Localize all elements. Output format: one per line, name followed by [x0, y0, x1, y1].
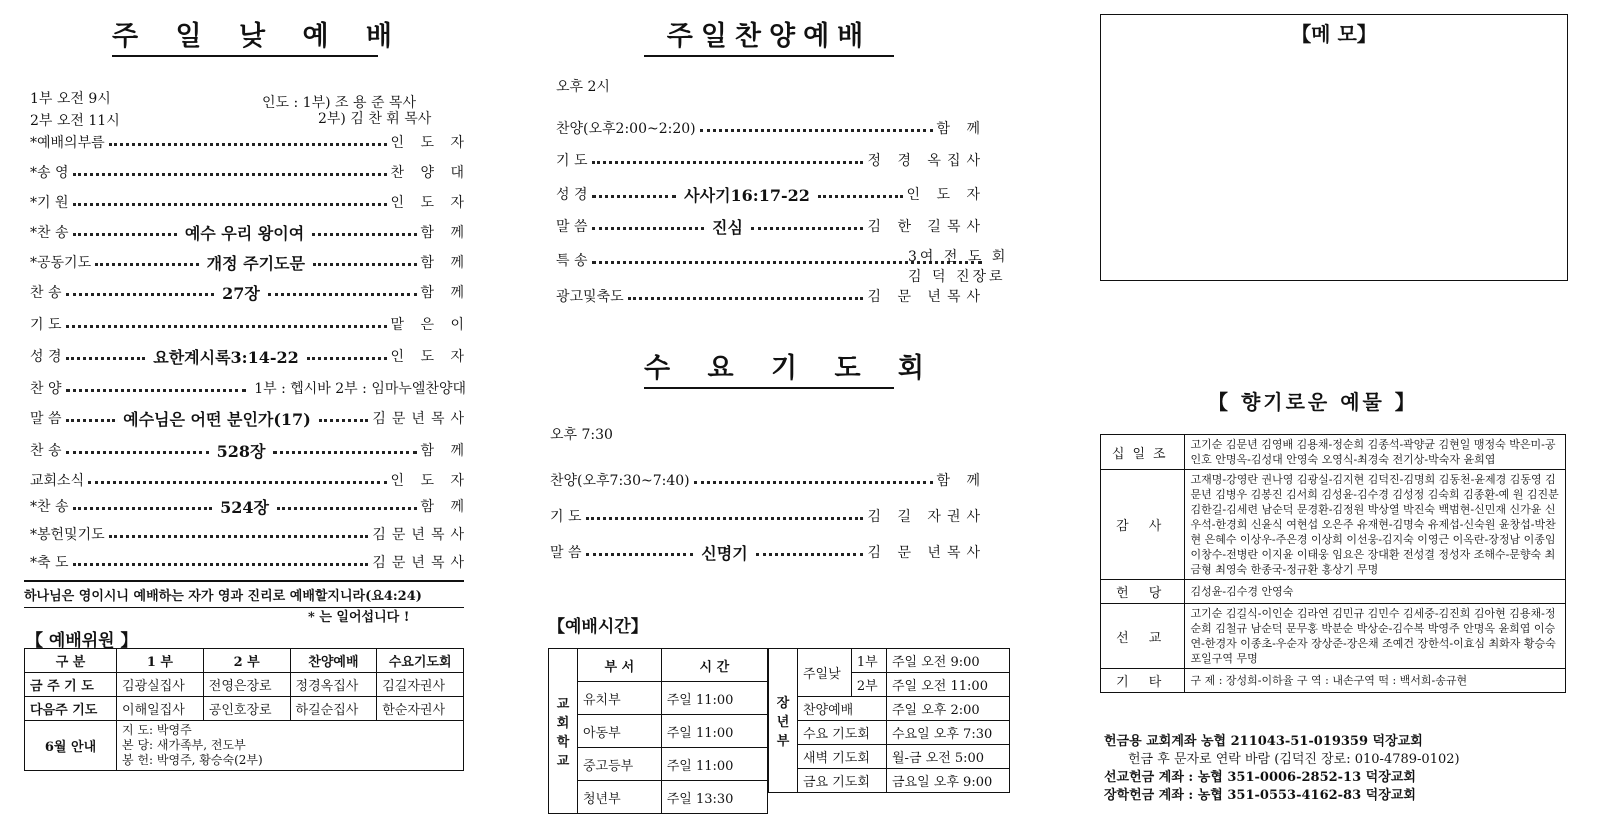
- order-label: *예배의부름: [30, 135, 105, 151]
- leader-dots: [66, 419, 116, 422]
- adult-time: 주일 오전 11:00: [887, 673, 1010, 697]
- memo-box: [1100, 14, 1568, 281]
- committee-cell: 전영은장로: [203, 673, 290, 697]
- committee-header: 수요기도회: [377, 649, 464, 673]
- order-row: [556, 150, 986, 170]
- gift-names: 김성윤-김수경 안영숙: [1185, 580, 1566, 604]
- school-header: 시 간: [661, 649, 767, 682]
- order-leader: 김 문 년목사: [867, 545, 986, 561]
- adult-part: 2부: [851, 673, 886, 697]
- order-label: 성 경: [556, 187, 588, 203]
- committee-cell: 공인호장로: [203, 697, 290, 721]
- order-label: 광고및축도: [556, 289, 624, 305]
- order-leader: 함 께: [420, 499, 471, 515]
- order-leader: 김문년목사: [372, 555, 470, 571]
- order-content: 1부 : 헵시바 2부 : 임마누엘찬양대: [254, 381, 466, 397]
- committee-cell: 김광실집사: [117, 673, 204, 697]
- gift-table: [1100, 434, 1566, 693]
- june-label: 6월 안내: [25, 721, 117, 771]
- order-leader: 김 길 자권사: [867, 509, 986, 525]
- standing-note: * 는 일어섭니다 !: [308, 610, 410, 625]
- committee-cell: 김길자권사: [377, 673, 464, 697]
- order-content: 진심: [712, 217, 743, 237]
- committee-table: [24, 648, 464, 771]
- leader-dots: [756, 553, 864, 556]
- special-song-2: 김 덕 진장로: [908, 269, 1006, 285]
- order-row: [556, 286, 986, 306]
- special-song-1: 3여 전 도 회: [908, 249, 1009, 265]
- leader-dots: [66, 293, 215, 296]
- order-row: [30, 222, 470, 242]
- order-row: [556, 118, 986, 138]
- order-leader: 인 도 자: [390, 135, 470, 151]
- order-label: 찬 양: [30, 381, 62, 397]
- committee-cell: 다음주 기도: [25, 697, 117, 721]
- order-row: [30, 552, 470, 572]
- leader-dots: [268, 293, 417, 296]
- school-time: 주일 13:30: [661, 781, 767, 814]
- leader-line-1: 인도 : 1부) 조 용 준 목사: [262, 95, 416, 111]
- order-row: [30, 162, 470, 182]
- order-leader: 함 께: [936, 121, 986, 137]
- order-label: 기 도: [550, 509, 582, 525]
- account-note: 헌금 후 문자로 연락 바람 (김덕진 장로: 010-4789-0102): [1128, 752, 1460, 767]
- order-content: 신명기: [701, 543, 748, 563]
- memo-title: 【메 모】: [1291, 22, 1377, 46]
- order-label: *송 영: [30, 165, 69, 181]
- order-label: 찬양(오후2:00~2:20): [556, 121, 696, 137]
- committee-cell: 정경옥집사: [290, 673, 377, 697]
- order-row: [30, 440, 470, 460]
- school-table: [548, 648, 768, 814]
- order-leader: 김 한 길목사: [867, 219, 987, 235]
- leader-dots: [312, 233, 416, 236]
- order-leader: 맡 은 이: [390, 317, 470, 333]
- leader-dots: [277, 507, 417, 510]
- order-content: 개정 주기도문: [206, 253, 305, 273]
- leader-dots: [73, 563, 369, 566]
- leader-dots: [751, 227, 864, 230]
- order-leader: 함 께: [420, 225, 470, 241]
- committee-header: 2 부: [203, 649, 290, 673]
- leader-dots: [592, 161, 864, 164]
- gift-category: 기 타: [1101, 669, 1185, 693]
- leader-dots: [592, 227, 705, 230]
- service-time-2: 2부 오전 11시: [30, 113, 120, 129]
- leader-dots: [109, 535, 369, 538]
- adult-time: 주일 오전 9:00: [887, 649, 1010, 673]
- account-offering: 헌금용 교회계좌 농협 211043-51-019359 덕장교회: [1104, 734, 1423, 749]
- school-time: 주일 11:00: [661, 748, 767, 781]
- order-leader: 인 도 자: [390, 349, 471, 365]
- order-label: 기 도: [30, 317, 62, 333]
- leader-dots: [66, 451, 209, 454]
- leader-dots: [319, 419, 369, 422]
- order-leader: 찬 양 대: [390, 165, 470, 181]
- order-row: [556, 216, 986, 236]
- gift-category: 감 사: [1101, 470, 1185, 580]
- school-dept: 청년부: [578, 781, 662, 814]
- order-row: [556, 184, 986, 204]
- order-content: 528장: [216, 441, 266, 461]
- leader-dots: [307, 357, 387, 360]
- leader-dots: [66, 325, 387, 328]
- adult-label: 장년부: [769, 649, 798, 793]
- order-label: *봉헌및기도: [30, 527, 105, 543]
- leader-dots: [109, 143, 387, 146]
- order-label: 말 씀: [550, 545, 582, 561]
- leader-dots: [273, 451, 416, 454]
- gift-title: 【 향기로운 예물 】: [1208, 390, 1418, 414]
- order-label: 찬양(오후7:30~7:40): [550, 473, 690, 489]
- order-row: [30, 470, 470, 490]
- committee-cell: 이해일집사: [117, 697, 204, 721]
- adult-service: 찬양예배: [798, 697, 887, 721]
- order-label: 교회소식: [30, 473, 85, 489]
- gift-category: 헌 당: [1101, 580, 1185, 604]
- leader-dots: [66, 389, 247, 392]
- june-line: 봉 헌: 박영주, 황승숙(2부): [122, 753, 263, 767]
- leader-dots: [313, 263, 417, 266]
- praise-time: 오후 2시: [556, 79, 610, 95]
- leader-dots: [73, 173, 387, 176]
- order-label: *공동기도: [30, 255, 92, 271]
- adult-service: 수요 기도회: [798, 721, 887, 745]
- leader-dots: [73, 507, 213, 510]
- adult-table: [768, 648, 1010, 793]
- adult-service: 새벽 기도회: [798, 745, 887, 769]
- school-label: 교회학교: [549, 649, 578, 814]
- order-content: 27장: [222, 283, 260, 303]
- order-row: [30, 496, 470, 516]
- adult-time: 주일 오후 2:00: [887, 697, 1010, 721]
- order-leader: 인 도 자: [906, 187, 987, 203]
- leader-dots: [694, 481, 933, 484]
- order-content: 예수님은 어떤 분인가(17): [123, 409, 311, 429]
- leader-dots: [586, 517, 864, 520]
- order-leader: 인 도 자: [390, 473, 470, 489]
- order-leader: 인 도 자: [390, 195, 470, 211]
- leader-dots: [73, 233, 177, 236]
- committee-header: 구 분: [25, 649, 117, 673]
- school-time: 주일 11:00: [661, 682, 767, 715]
- gift-category: 십일조: [1101, 435, 1185, 470]
- order-row: [30, 408, 470, 428]
- order-label: 성 경: [30, 349, 62, 365]
- school-dept: 유치부: [578, 682, 662, 715]
- order-leader: 김문년목사: [372, 411, 470, 427]
- gift-names: 고기순 김길식-이인순 김라연 김민규 김민수 김세중-김진희 김아현 김용채-정순희 김철규 남순덕 문무홍 박분순 박상순-김수복 박영주 안명옥 윤희엽 이승연-한경자 이종초-우순자 장상준-장은채 조예건 장한석-이효심 최화자 황승숙 포일구역 무명: [1185, 604, 1566, 669]
- order-leader: 정 경 옥집사: [867, 153, 986, 169]
- order-label: 찬 송: [30, 285, 62, 301]
- leader-dots: [818, 195, 903, 198]
- order-row: [30, 524, 470, 544]
- leader-dots: [700, 129, 933, 132]
- gift-names: 고재명-강영란 권나영 김광실-김지현 김덕진-김명희 김동천-윤제경 김동영 김문년 김병우 김봉진 김서희 김성윤-김수경 김성정 김숙희 김종환-예 원 김진분 김한길-김세련 남순덕 문경환-김정원 박상열 박진숙 백범현-신민재 신가윤 신우석-한경희 신윤식 여현섭 오은주 유재현-김명숙 유제섭-신숙원 윤창섭-박찬현 은혜수 이상우-주은경 이상희 이선웅-김지숙 이영근 이옥란-장정남 이종임 이창수-전병란 이지윤 이태웅 임요은 장대환 전성결 정성자 조해수-문향숙 최금형 최영숙 한종국-정규환 홍상기 무명: [1185, 470, 1566, 580]
- bible-verse: 하나님은 영이시니 예배하는 자가 영과 진리로 예배할지니라(요4:24): [24, 580, 464, 608]
- leader-dots: [73, 203, 387, 206]
- heading-sunday-service: 주 일 낮 예 배: [112, 14, 378, 57]
- adult-service: 금요 기도회: [798, 769, 887, 793]
- order-row: [30, 282, 470, 302]
- committee-cell: 하길순집사: [290, 697, 377, 721]
- committee-header: 1 부: [117, 649, 204, 673]
- order-leader: 함 께: [936, 473, 986, 489]
- order-label: *찬 송: [30, 499, 69, 515]
- order-content: 524장: [220, 497, 269, 517]
- adult-part: 1부: [851, 649, 886, 673]
- order-content: 요한계시록3:14-22: [153, 347, 299, 367]
- schedule-title: 【예배시간】: [548, 617, 648, 637]
- order-label: *기 원: [30, 195, 69, 211]
- gift-category: 선 교: [1101, 604, 1185, 669]
- order-label: 특 송: [556, 253, 588, 269]
- leader-dots: [586, 553, 694, 556]
- gift-names: 고기순 김문년 김영배 김용채-정순희 김종석-곽양균 김현일 맹정숙 박은미-공인호 안명옥-김성대 안영숙 오영식-최경숙 전기상-박숙자 윤희엽: [1185, 435, 1566, 470]
- order-row: [30, 252, 470, 272]
- adult-time: 금요일 오후 9:00: [887, 769, 1010, 793]
- school-time: 주일 11:00: [661, 715, 767, 748]
- june-line: 지 도: 박영주: [122, 723, 192, 737]
- leader-dots: [95, 263, 199, 266]
- order-leader: 김문년목사: [372, 527, 470, 543]
- leader-dots: [66, 357, 146, 360]
- june-line: 본 당: 새가족부, 전도부: [122, 738, 246, 752]
- order-leader: 함 께: [420, 443, 471, 459]
- committee-title: 【 예배위원 】: [26, 631, 138, 651]
- order-row: [30, 132, 470, 152]
- order-row: [550, 470, 986, 490]
- school-header: 부 서: [578, 649, 662, 682]
- order-content: 예수 우리 왕이여: [184, 223, 305, 243]
- committee-header: 찬양예배: [290, 649, 377, 673]
- order-row: [550, 506, 986, 526]
- order-label: 말 씀: [30, 411, 62, 427]
- order-leader: 함 께: [420, 255, 471, 271]
- order-row: [30, 378, 470, 398]
- order-row: [30, 346, 470, 366]
- service-time-1: 1부 오전 9시: [30, 91, 111, 107]
- school-dept: 중고등부: [578, 748, 662, 781]
- order-label: 기 도: [556, 153, 588, 169]
- june-notes: [117, 721, 464, 771]
- school-dept: 아동부: [578, 715, 662, 748]
- heading-wednesday-prayer: 수 요 기 도 회: [644, 346, 894, 389]
- order-label: *찬 송: [30, 225, 69, 241]
- order-row: [550, 542, 986, 562]
- order-label: *축 도: [30, 555, 69, 571]
- account-mission: 선교헌금 계좌 : 농협 351-0006-2852-13 덕장교회: [1104, 770, 1416, 785]
- leader-dots: [592, 195, 677, 198]
- committee-cell: 한순자권사: [377, 697, 464, 721]
- order-leader: 함 께: [420, 285, 471, 301]
- leader-dots: [88, 481, 386, 484]
- order-row: [30, 192, 470, 212]
- account-scholarship: 장학헌금 계좌 : 농협 351-0553-4162-83 덕장교회: [1104, 788, 1416, 803]
- wednesday-time: 오후 7:30: [550, 427, 613, 443]
- order-leader: 김 문 년목사: [867, 289, 986, 305]
- adult-time: 수요일 오후 7:30: [887, 721, 1010, 745]
- committee-cell: 금 주 기 도: [25, 673, 117, 697]
- adult-time: 월-금 오전 5:00: [887, 745, 1010, 769]
- heading-praise-service: 주일찬양예배: [644, 14, 894, 57]
- order-label: 말 씀: [556, 219, 588, 235]
- adult-service: 주일낮: [798, 649, 852, 697]
- order-label: 찬 송: [30, 443, 62, 459]
- leader-dots: [628, 297, 864, 300]
- order-content: 사사기16:17-22: [684, 185, 810, 205]
- order-row: [30, 314, 470, 334]
- leader-line-2: 2부) 김 찬 휘 목사: [318, 111, 432, 127]
- gift-names: 구 제 : 장성희-이하율 구 역 : 내손구역 떡 : 백서희-송규현: [1185, 669, 1566, 693]
